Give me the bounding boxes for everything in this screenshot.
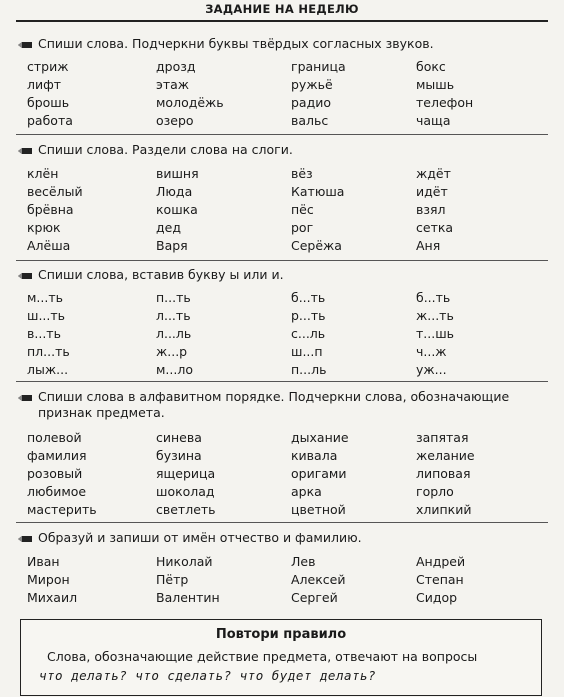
word: вальс: [291, 113, 329, 128]
name: Алексей: [291, 572, 346, 587]
name: Валентин: [156, 590, 220, 605]
word: Аня: [416, 238, 441, 253]
name: Пётр: [156, 572, 189, 587]
name: Сергей: [291, 590, 338, 605]
task-2-text: Спиши слова. Раздели слова на слоги.: [38, 142, 293, 157]
name: Андрей: [416, 554, 466, 569]
word: шоколад: [156, 484, 215, 499]
task-4-words: [27, 429, 547, 519]
word-row: [27, 201, 547, 219]
word: Алёша: [27, 238, 71, 253]
word: п...ть: [156, 290, 191, 305]
word: радио: [291, 95, 332, 110]
word-row: [27, 289, 547, 307]
word-row: [27, 343, 547, 361]
word: чаща: [416, 113, 451, 128]
word: Катюша: [291, 184, 345, 199]
word-row: [27, 501, 547, 519]
word: вёз: [291, 166, 313, 181]
word: брёвна: [27, 202, 74, 217]
page-title: ЗАДАНИЕ НА НЕДЕЛЮ: [205, 2, 359, 16]
task-5-names: [27, 553, 547, 607]
word: ж...ть: [416, 308, 454, 323]
word: граница: [291, 59, 346, 74]
word: желание: [416, 448, 475, 463]
name-row: [27, 589, 547, 607]
word-row: [27, 325, 547, 343]
name: Лев: [291, 554, 316, 569]
word: сетка: [416, 220, 454, 235]
word-row: [27, 237, 547, 255]
word: уж...: [416, 362, 447, 377]
word: Серёжа: [291, 238, 342, 253]
word-row: [27, 76, 547, 94]
word: дыхание: [291, 430, 349, 445]
task-3-words: [27, 289, 547, 379]
word: липовая: [416, 466, 471, 481]
word-row: [27, 165, 547, 183]
word: розовый: [27, 466, 83, 481]
word: ч...ж: [416, 344, 447, 359]
rule-line-1: Слова, обозначающие действие предмета, отвечают на вопросы: [47, 649, 478, 664]
name: Степан: [416, 572, 464, 587]
word: мастерить: [27, 502, 97, 517]
word: арка: [291, 484, 322, 499]
task-2-instruction: [18, 142, 554, 158]
rule-text: [39, 647, 531, 685]
word: клён: [27, 166, 59, 181]
word: светлеть: [156, 502, 216, 517]
title-underline: [16, 20, 548, 22]
word: м...ло: [156, 362, 193, 377]
word: с...ль: [291, 326, 326, 341]
task-1-instruction: [18, 36, 554, 52]
word: фамилия: [27, 448, 87, 463]
name-row: [27, 553, 547, 571]
word: б...ть: [416, 290, 451, 305]
word-row: [27, 429, 547, 447]
word: молодёжь: [156, 95, 224, 110]
word: синева: [156, 430, 202, 445]
word: кивала: [291, 448, 338, 463]
word: р...ть: [291, 308, 326, 323]
name: Николай: [156, 554, 213, 569]
name: Иван: [27, 554, 60, 569]
word-row: [27, 307, 547, 325]
name: Мирон: [27, 572, 70, 587]
pencil-icon: [18, 394, 32, 402]
word-row: [27, 219, 547, 237]
word-row: [27, 361, 547, 379]
pencil-icon: [18, 272, 32, 280]
task-1-text: Спиши слова. Подчеркни буквы твёрдых согласных звуков.: [38, 36, 434, 51]
word: работа: [27, 113, 73, 128]
word: мышь: [416, 77, 455, 92]
word: лыж...: [27, 362, 69, 377]
task-3-text: Спиши слова, вставив букву ы или и.: [38, 267, 284, 282]
pencil-icon: [18, 535, 32, 543]
task-5-instruction: [18, 530, 554, 546]
word: ружьё: [291, 77, 333, 92]
word: горло: [416, 484, 454, 499]
word: дрозд: [156, 59, 196, 74]
word: взял: [416, 202, 446, 217]
word: в...ть: [27, 326, 61, 341]
word: бокс: [416, 59, 446, 74]
word: ж...р: [156, 344, 188, 359]
word-row: [27, 465, 547, 483]
word: крюк: [27, 220, 61, 235]
word: запятая: [416, 430, 469, 445]
section-divider: [16, 260, 548, 261]
word: лифт: [27, 77, 62, 92]
word-row: [27, 483, 547, 501]
word-row: [27, 183, 547, 201]
word: м...ть: [27, 290, 63, 305]
word: б...ть: [291, 290, 326, 305]
section-divider: [16, 134, 548, 135]
word: любимое: [27, 484, 87, 499]
word: брошь: [27, 95, 70, 110]
word: т...шь: [416, 326, 455, 341]
word: ждёт: [416, 166, 451, 181]
word: оригами: [291, 466, 347, 481]
word: ш...п: [291, 344, 323, 359]
word: пл...ть: [27, 344, 70, 359]
word: л...ль: [156, 326, 192, 341]
word: этаж: [156, 77, 190, 92]
rule-questions: что делать? что сделать? что будет делать?: [39, 668, 377, 683]
word: бузина: [156, 448, 202, 463]
word: весёлый: [27, 184, 83, 199]
word: хлипкий: [416, 502, 472, 517]
task-4-instruction: [18, 389, 554, 421]
task-4-text-line2: признак предмета.: [38, 405, 165, 420]
word-row: [27, 58, 547, 76]
pencil-icon: [18, 147, 32, 155]
name: Сидор: [416, 590, 458, 605]
rule-title: Повтори правило: [215, 627, 347, 642]
word: пёс: [291, 202, 314, 217]
word: Варя: [156, 238, 188, 253]
word: телефон: [416, 95, 474, 110]
word: Люда: [156, 184, 193, 199]
word-row: [27, 94, 547, 112]
section-divider: [16, 522, 548, 523]
pencil-icon: [18, 41, 32, 49]
word: ящерица: [156, 466, 216, 481]
word: стриж: [27, 59, 69, 74]
task-4-text-line1: Спиши слова в алфавитном порядке. Подчеркни слова, обозначающие: [38, 389, 510, 404]
task-1-words: [27, 58, 547, 130]
task-2-words: [27, 165, 547, 255]
word: п...ль: [291, 362, 327, 377]
word-row: [27, 112, 547, 130]
word: кошка: [156, 202, 198, 217]
word: л...ть: [156, 308, 191, 323]
word: идёт: [416, 184, 448, 199]
word: рог: [291, 220, 314, 235]
word: ш...ть: [27, 308, 66, 323]
word: дед: [156, 220, 181, 235]
name-row: [27, 571, 547, 589]
word: полевой: [27, 430, 82, 445]
section-divider: [16, 381, 548, 382]
word: озеро: [156, 113, 194, 128]
word: вишня: [156, 166, 199, 181]
name: Михаил: [27, 590, 78, 605]
task-5-text: Образуй и запиши от имён отчество и фамилию.: [38, 530, 362, 545]
rule-box: [20, 619, 542, 696]
word-row: [27, 447, 547, 465]
word: цветной: [291, 502, 346, 517]
task-3-instruction: [18, 267, 554, 283]
